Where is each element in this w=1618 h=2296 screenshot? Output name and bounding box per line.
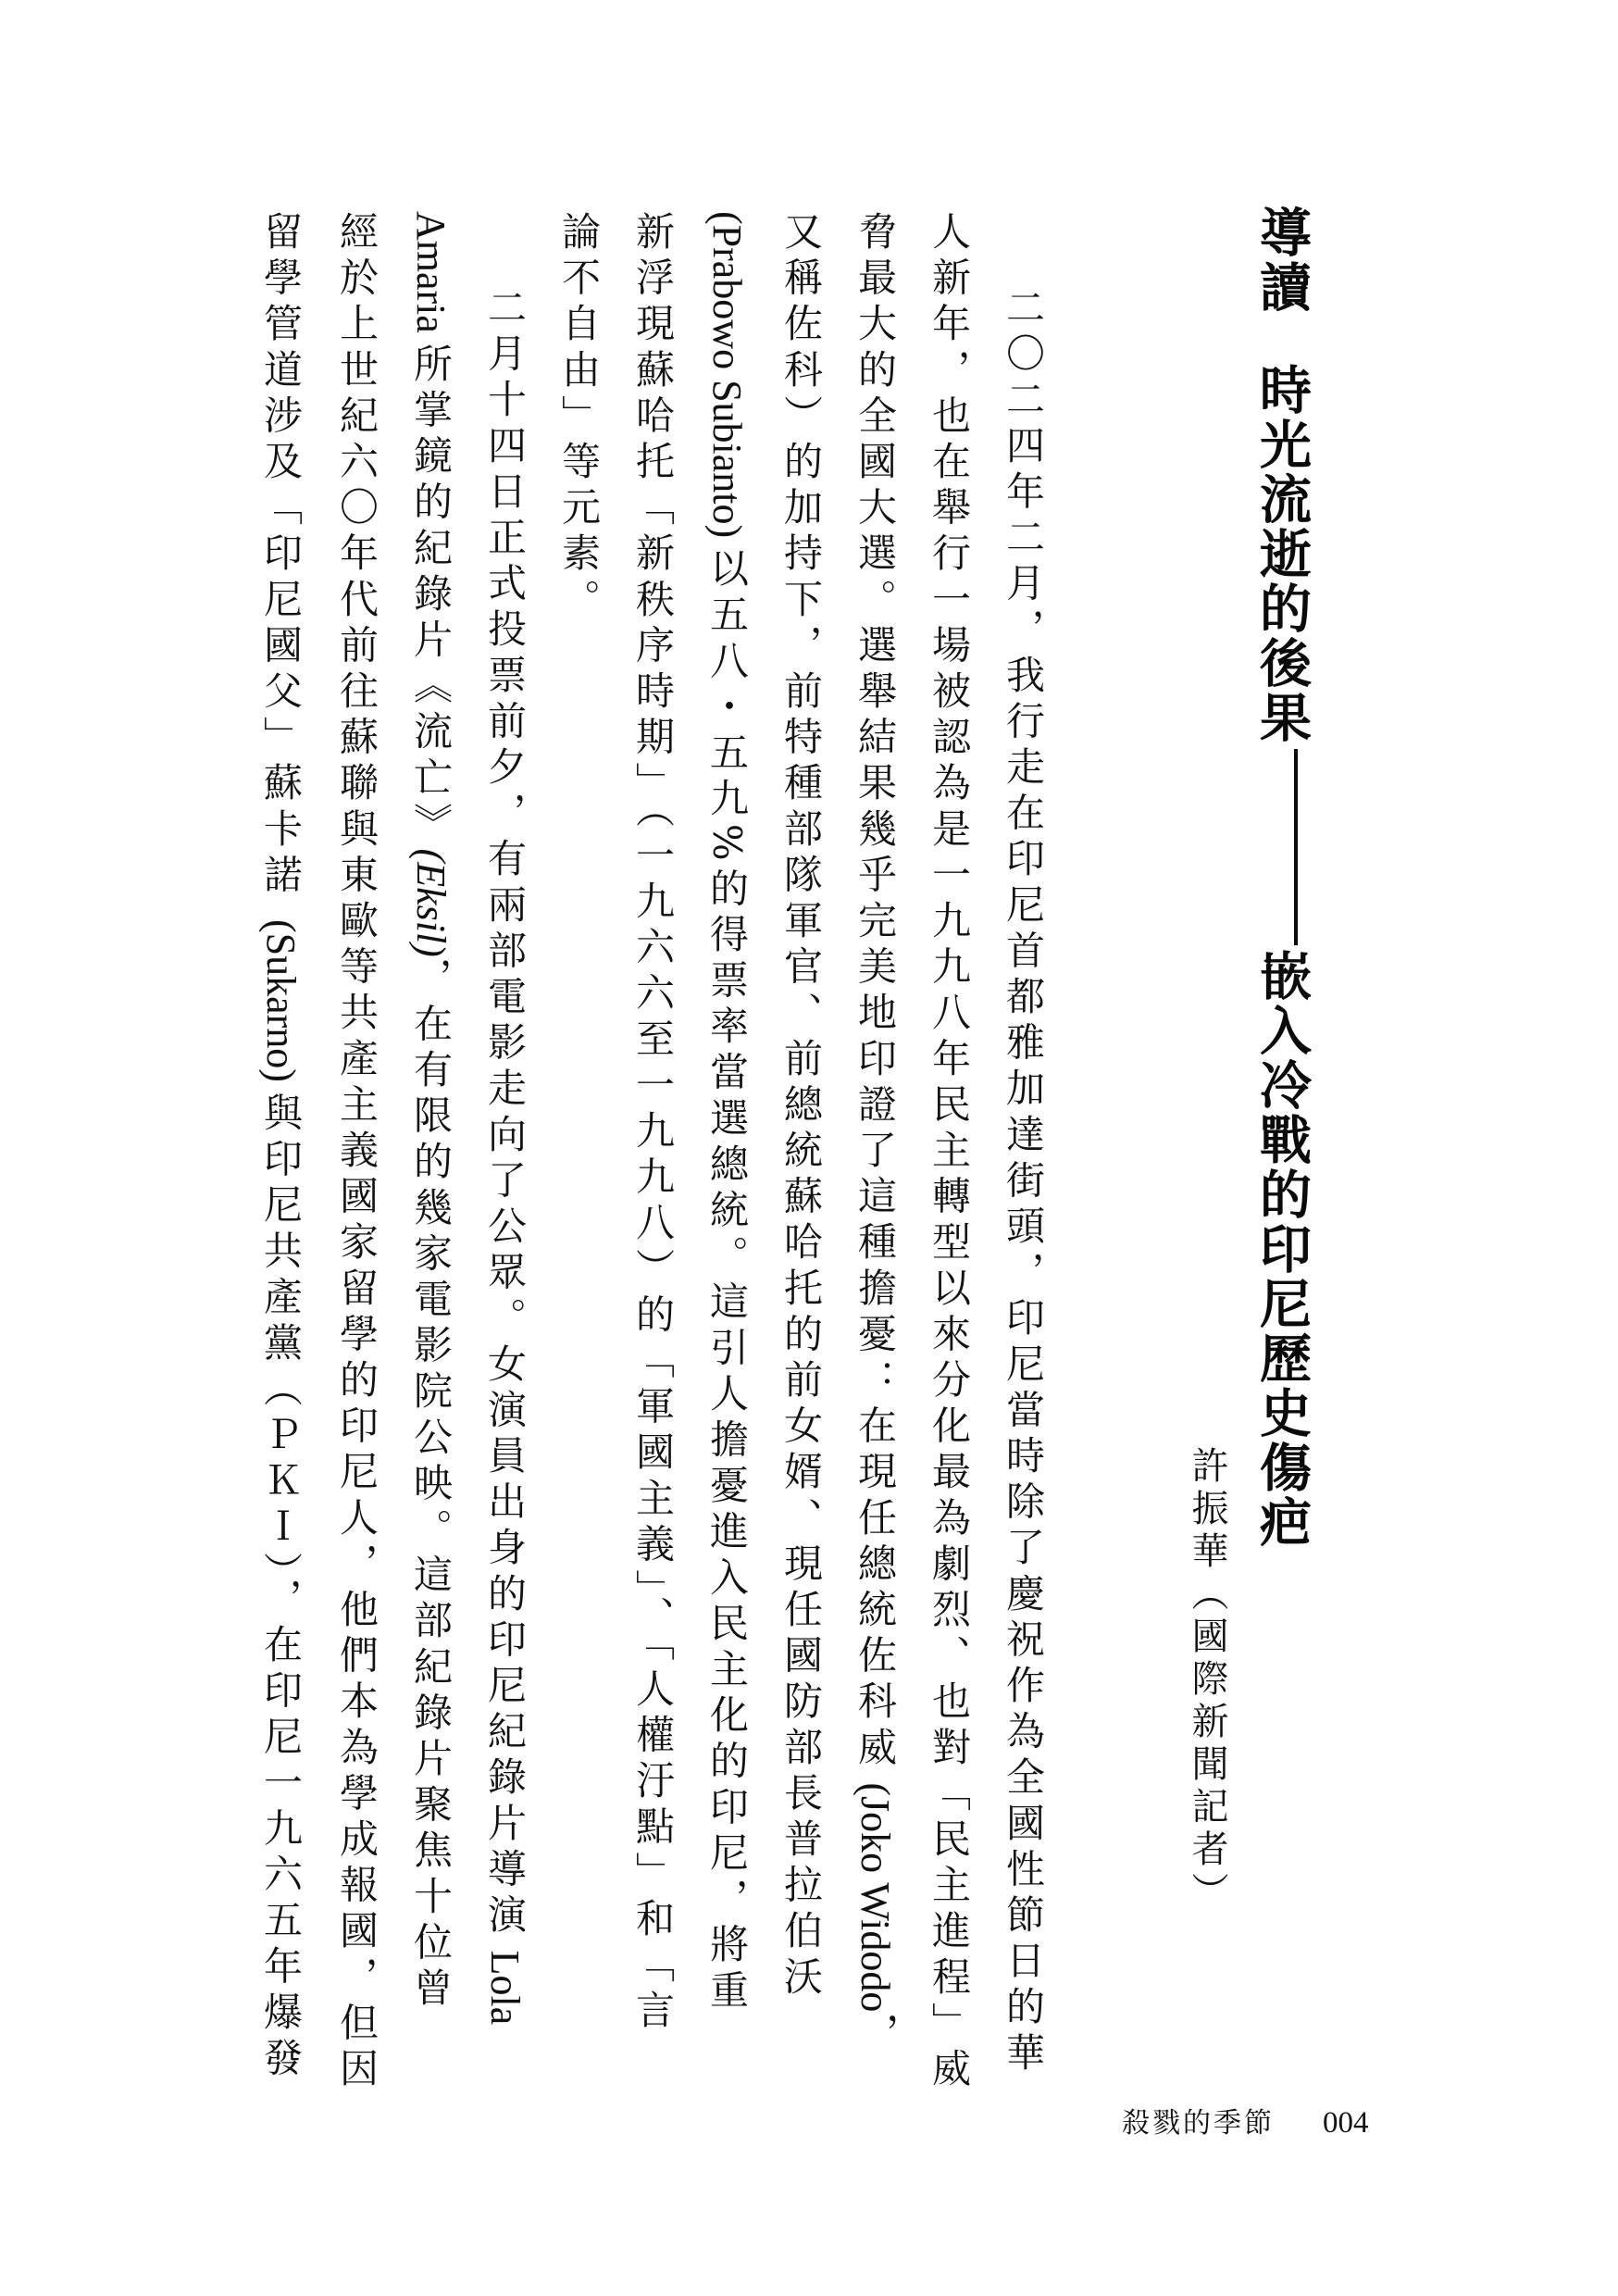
- body-column-3: [852, 211, 898, 2053]
- body-column-9: [407, 211, 454, 2014]
- column-text: 脅最大的全國大選。選舉結果幾乎完美地印證了這種擔憂：在現任總統佐科威: [853, 211, 898, 1773]
- body-column-10: [333, 211, 380, 2094]
- body-column-2: [926, 211, 972, 2094]
- page-footer: [1122, 2100, 1369, 2140]
- body-column-8: [481, 287, 528, 2025]
- column-latin-text: (Joko Widodo，: [853, 1772, 898, 2053]
- column-text: 二〇二四年二月，我行走在印尼首都雅加達街頭，印尼當時除了慶祝作為全國性節日的華: [1001, 287, 1046, 2078]
- page-number: 004: [1323, 2106, 1369, 2140]
- column-text: 所掌鏡的紀錄片《流亡》: [408, 343, 454, 849]
- chapter-main-title: 時光流逝的後果: [1251, 363, 1313, 745]
- column-text: 以五八・五九%的得票率當選總統。這引人擔憂進入民主化的印尼，將重: [704, 548, 750, 2016]
- column-latin-text: Lola: [482, 1940, 528, 2026]
- column-latin-text: (Sukarno): [258, 918, 304, 1092]
- column-text: 留學管道涉及「印尼國父」蘇卡諾: [258, 211, 304, 919]
- chapter-subtitle: 嵌入冷戰的印尼歷史傷疤: [1251, 949, 1313, 1550]
- column-text: 經於上世紀六〇年代前往蘇聯與東歐等共產主義國家留學的印尼人，他們本為學成報國，但因: [334, 211, 380, 2094]
- chapter-label: 導讀: [1251, 206, 1313, 315]
- column-text: ，在有限的幾家電影院公映。這部紀錄片聚焦十位曾: [408, 956, 454, 2014]
- column-text: 新浮現蘇哈托「新秩序時期」（一九六六至一九九八）的「軍國主義」、「人權汙點」和「言: [630, 211, 676, 2036]
- body-column-4: [778, 211, 824, 2002]
- column-text: 與印尼共產黨（ＰＫＩ），在印尼一九六五年爆發: [258, 1092, 304, 2084]
- column-text: 論不自由」等元素。: [556, 211, 602, 625]
- body-column-1: [1000, 287, 1046, 2078]
- body-column-7: [555, 211, 602, 624]
- body-column-11: [257, 211, 304, 2083]
- column-text: 二月十四日正式投票前夕，有兩部電影走向了公眾。女演員出身的印尼紀錄片導演: [482, 287, 528, 1940]
- column-text: 又稱佐科）的加持下，前特種部隊軍官、前總統蘇哈托的前女婿、現任國防部長普拉伯沃: [778, 211, 824, 2003]
- body-column-5: [703, 211, 750, 2015]
- chapter-title: [1251, 206, 1326, 1550]
- author-byline: 許振華（國際新聞記者）: [1186, 1446, 1228, 1915]
- running-book-title: 殺戮的季節: [1122, 2107, 1275, 2140]
- body-column-6: [629, 211, 676, 2036]
- column-text: 人新年，也在舉行一場被認為是一九九八年民主轉型以來分化最為劇烈、也對「民主進程」威: [927, 211, 972, 2094]
- column-latin-text: Amaria: [408, 211, 454, 343]
- column-latin-italic-text: (Eksil): [408, 848, 454, 957]
- column-latin-text: (Prabowo Subianto): [704, 211, 750, 549]
- em-dash-divider: [1265, 745, 1326, 949]
